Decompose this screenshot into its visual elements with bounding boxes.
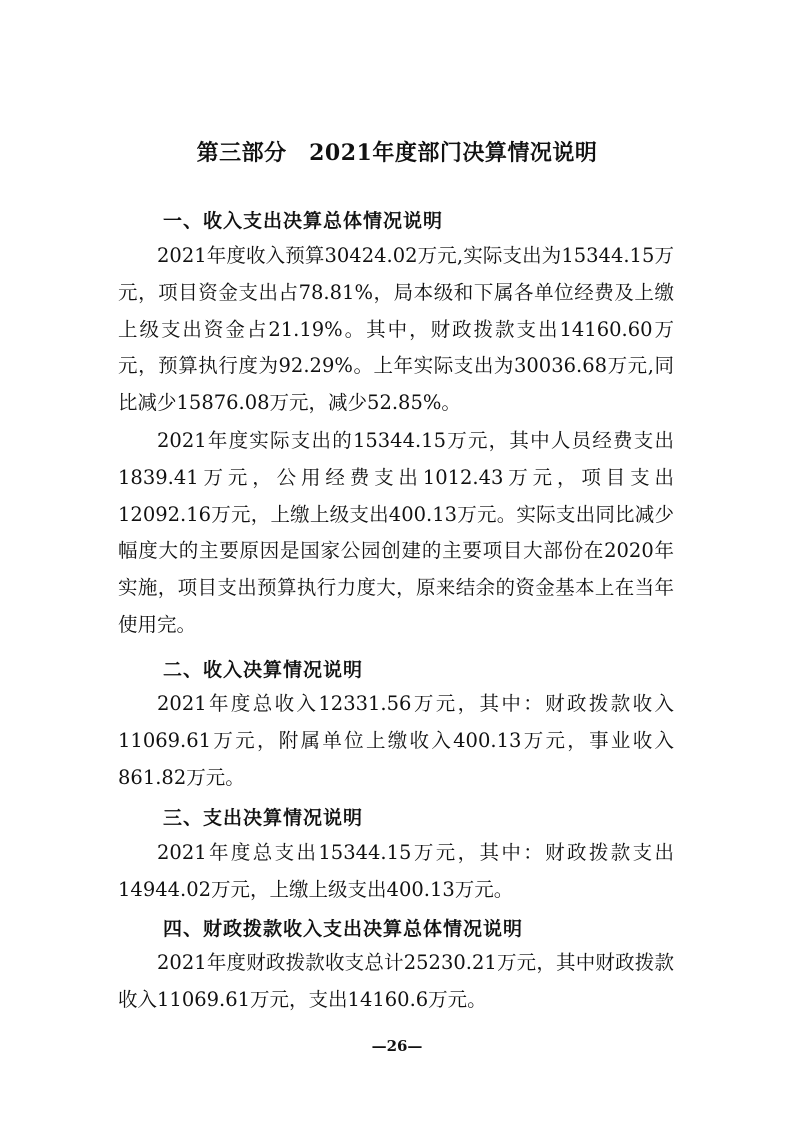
paragraph-text: 2021年度收入预算30424.02万元,实际支出为15344.15万元，项目资金支出占78.81%，局本级和下属各单位经费及上缴上级支出资金占21.19%。其中，财政拨款支出14160.60万元，预算执行度为92.29%。上年实际支出为30036.68万元,同比减少15876.08万元，减少52.85%。 <box>118 244 674 415</box>
paragraph-text: 2021年度实际支出的15344.15万元，其中人员经费支出1839.41万元，公用经费支出1012.43万元，项目支出12092.16万元，上缴上级支出400.13万元。实际支出同比减少幅度大的主要原因是国家公园创建的主要项目大部份在2020年实施，项目支出预算执行力度大，原来结余的资金基本上在当年使用完。 <box>118 429 674 636</box>
paragraph-text: 2021年度总收入12331.56万元，其中：财政拨款收入11069.61万元，附属单位上缴收入400.13万元，事业收入861.82万元。 <box>118 692 674 789</box>
paragraph-2-1 <box>118 686 674 796</box>
section-heading-3: 三、支出决算情况说明 <box>163 807 364 829</box>
page-number: —26— <box>371 1037 423 1055</box>
paragraph-text: 2021年度财政拨款收支总计25230.21万元，其中财政拨款收入11069.61万元，支出14160.6万元。 <box>118 951 674 1011</box>
paragraph-text: 2021年度总支出15344.15万元，其中：财政拨款支出14944.02万元，上缴上级支出400.13万元。 <box>118 841 674 901</box>
section-heading-1: 一、收入支出决算总体情况说明 <box>163 210 444 232</box>
page-title: 第三部分 2021年度部门决算情况说明 <box>196 140 598 166</box>
paragraph-1-1 <box>118 238 674 422</box>
section-heading-2: 二、收入决算情况说明 <box>163 659 364 681</box>
paragraph-3-1 <box>118 835 674 909</box>
paragraph-1-2 <box>118 423 674 644</box>
section-heading-4: 四、财政拨款收入支出决算总体情况说明 <box>163 918 524 940</box>
paragraph-4-1 <box>118 945 674 1019</box>
